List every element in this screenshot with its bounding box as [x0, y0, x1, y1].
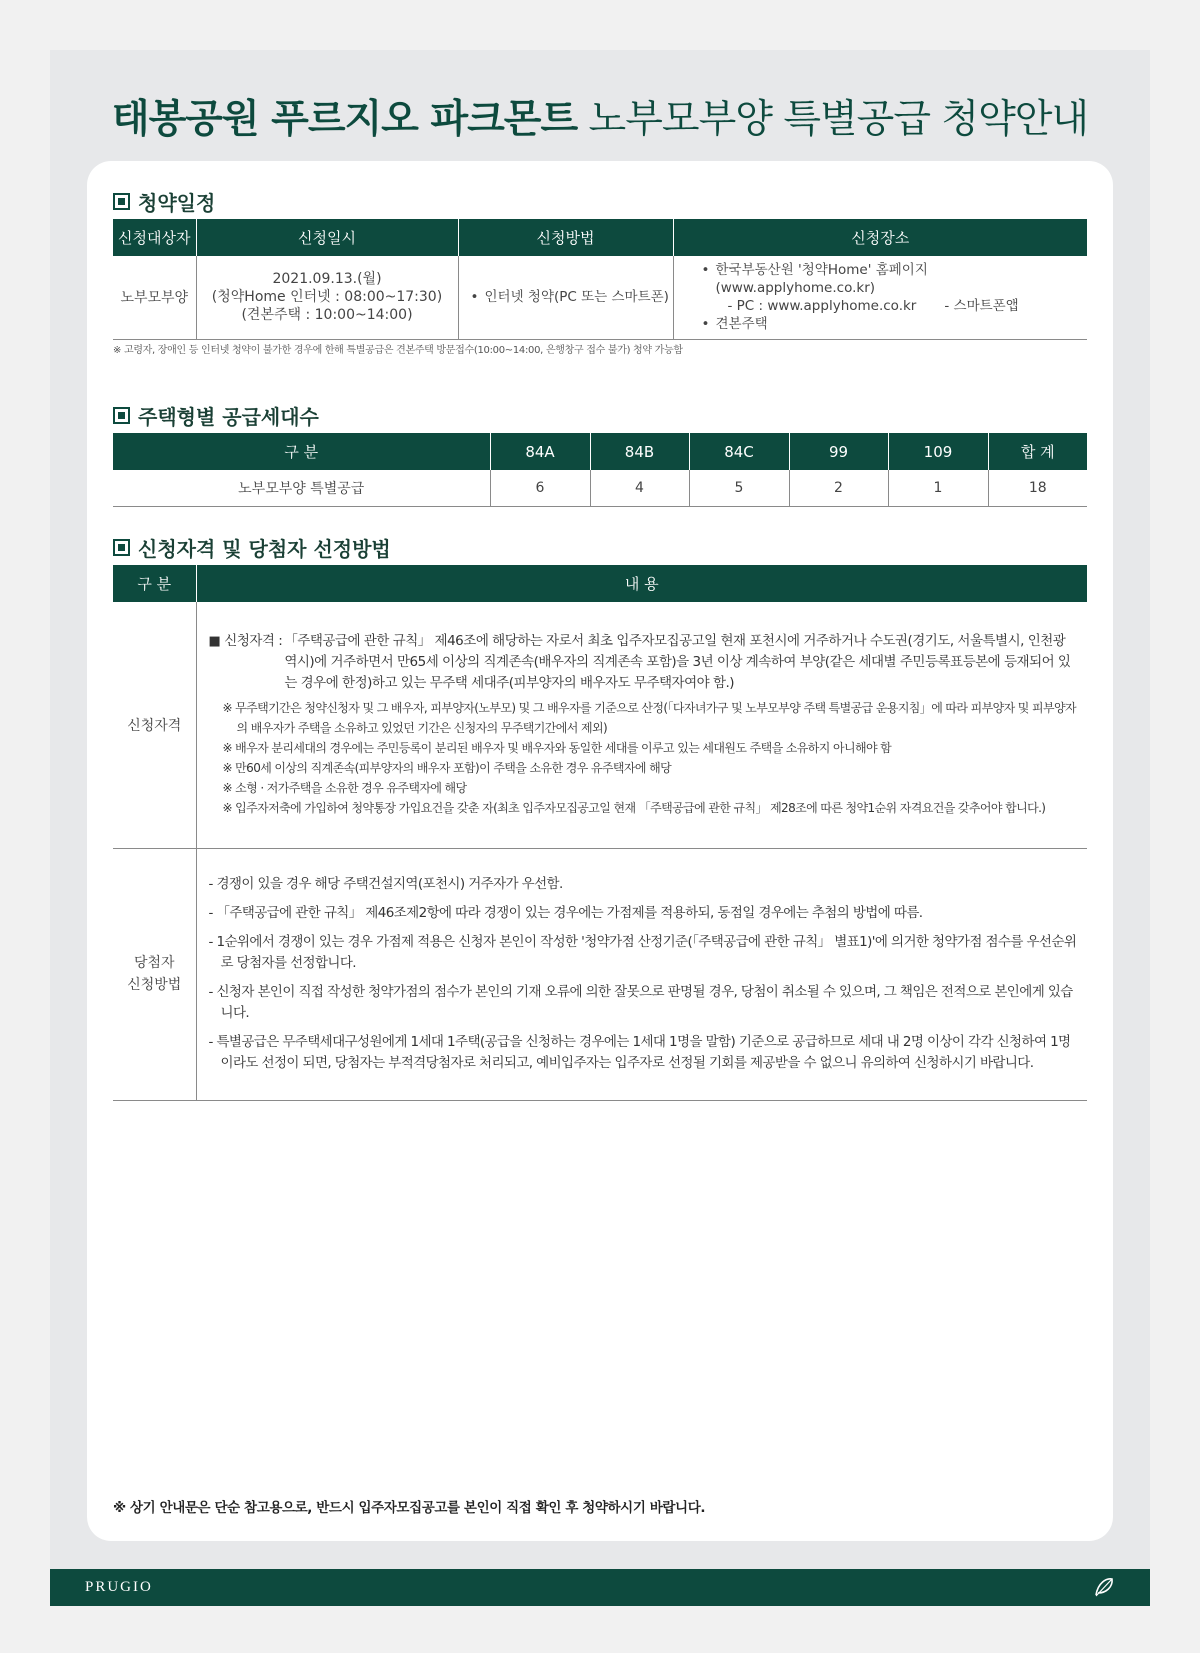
schedule-date: 2021.09.13.(월) (청약Home 인터넷 : 08:00~17:30) (견본주택 : 10:00~14:00) [196, 256, 458, 339]
square-bullet-icon [113, 539, 130, 556]
winner-item: - 1순위에서 경쟁이 있는 경우 가점제 적용은 신청자 본인이 작성한 '청약가점 산정기준(「주택공급에 관한 규칙」 별표1)'에 의거한 청약가점 점수를 우선순위로 당첨자를 선정합니다. [208, 934, 1077, 971]
qualification-header: 내 용 [196, 565, 1087, 602]
schedule-table [113, 219, 1087, 340]
section-heading-qualification: 신청자격 및 당첨자 선정방법 [113, 533, 391, 562]
page-title [50, 88, 1150, 144]
supply-cell: 2 [789, 470, 888, 506]
title-normal: 노부모부양 특별공급 청약안내 [588, 97, 1089, 142]
supply-cell: 노부모부양 특별공급 [113, 470, 490, 506]
title-bold: 태봉공원 푸르지오 파크몬트 [111, 97, 578, 142]
winner-content [196, 848, 1087, 1100]
winner-item: - 「주택공급에 관한 규칙」 제46조제2항에 따라 경쟁이 있는 경우에는 가점제를 적용하되, 동점일 경우에는 추첨의 방법에 따름. [208, 905, 923, 921]
qualification-note: ※ 입주자저축에 가입하여 청약통장 가입요건을 갖춘 자(최초 입주자모집공고일 현재 「주택공급에 관한 규칙」 제28조에 따른 청약1순위 자격요건을 갖추어야 합니다.) [222, 801, 1046, 816]
square-bullet-icon [113, 407, 130, 424]
qualification-label: 신청자격 [113, 602, 196, 848]
prugio-leaf-icon [1090, 1573, 1118, 1601]
qualification-note: ※ 소형 · 저가주택을 소유한 경우 유주택자에 해당 [222, 781, 467, 796]
supply-header: 구 분 [113, 433, 490, 470]
section-heading-supply: 주택형별 공급세대수 [113, 401, 319, 430]
supply-header: 99 [789, 433, 888, 470]
supply-cell: 18 [988, 470, 1087, 506]
supply-header: 84A [490, 433, 590, 470]
supply-header: 84B [590, 433, 689, 470]
schedule-target: 노부모부양 [113, 256, 196, 339]
bottom-note: ※ 상기 안내문은 단순 참고용으로, 반드시 입주자모집공고를 본인이 직접 확인 후 청약하시기 바랍니다. [113, 1500, 706, 1516]
content-card [87, 161, 1113, 1541]
section-heading-schedule: 청약일정 [113, 187, 215, 216]
supply-cell: 5 [689, 470, 789, 506]
supply-header: 합 계 [988, 433, 1087, 470]
schedule-header: 신청장소 [673, 219, 1087, 256]
winner-item: - 특별공급은 무주택세대구성원에게 1세대 1주택(공급을 신청하는 경우에는 1세대 1명을 말함) 기준으로 공급하므로 세대 내 2명 이상이 각각 신청하여 1명이라도 선정이 되면, 당첨자는 부적격당첨자로 처리되고, 예비입주자는 입주자로 선정될 기회를 제공받을 수 없으니 유의하여 신청하시기 바랍니다. [208, 1034, 1071, 1071]
schedule-header: 신청방법 [458, 219, 673, 256]
qualification-note: ※ 무주택기간은 청약신청자 및 그 배우자, 피부양자(노부모) 및 그 배우자를 기준으로 산정(「다자녀가구 및 노부모부양 주택 특별공급 운용지침」에 따라 피부양자 및 피부양자의 배우자가 주택을 소유하고 있었던 기간은 신청자의 무주택기간에서 제외) [222, 701, 1076, 736]
schedule-place: • 한국부동산원 '청약Home' 홈페이지(www.applyhome.co.kr) - PC : www.applyhome.co.kr - 스마트폰앱 • 견본주택 [673, 256, 1087, 339]
supply-cell: 4 [590, 470, 689, 506]
footer-bar [50, 1569, 1150, 1606]
supply-header: 109 [888, 433, 988, 470]
winner-label: 당첨자 신청방법 [113, 848, 196, 1100]
winner-item: - 경쟁이 있을 경우 해당 주택건설지역(포천시) 거주자가 우선함. [208, 876, 563, 892]
qualification-table [113, 565, 1087, 1101]
schedule-header: 신청일시 [196, 219, 458, 256]
schedule-method: • 인터넷 청약(PC 또는 스마트폰) [458, 256, 673, 339]
qualification-note: ※ 배우자 분리세대의 경우에는 주민등록이 분리된 배우자 및 배우자와 동일한 세대를 이루고 있는 세대원도 주택을 소유하지 아니해야 함 [222, 741, 892, 756]
winner-item: - 신청자 본인이 직접 작성한 청약가점의 점수가 본인의 기재 오류에 의한 잘못으로 판명될 경우, 당첨이 취소될 수 있으며, 그 책임은 전적으로 본인에게 있습니다. [208, 984, 1073, 1021]
prugio-logo: PRUGIO [85, 1579, 153, 1595]
black-square-icon: ■ [208, 634, 221, 650]
supply-cell: 1 [888, 470, 988, 506]
qualification-header: 구 분 [113, 565, 196, 602]
schedule-header: 신청대상자 [113, 219, 196, 256]
schedule-note: ※ 고령자, 장애인 등 인터넷 청약이 불가한 경우에 한해 특별공급은 견본주택 방문접수(10:00~14:00, 은행창구 접수 불가) 청약 가능함 [113, 345, 683, 356]
square-bullet-icon [113, 193, 130, 210]
qualification-note: ※ 만60세 이상의 직계존속(피부양자의 배우자 포함)이 주택을 소유한 경우 유주택자에 해당 [222, 761, 672, 776]
supply-table [113, 433, 1087, 507]
notice-sheet [50, 50, 1150, 1606]
qualification-content: ■ 신청자격 : 「주택공급에 관한 규칙」 제46조에 해당하는 자로서 최초 입주자모집공고일 현재 포천시에 거주하거나 수도권(경기도, 서울특별시, 인천광역시)에 거주하면서 만65세 이상의 직계존속(배우자의 직계존속 포함)을 3년 이상 계속하여 부양(같은 세대별 주민등록표등본에 등재되어 있는 경우에 한정)하고 있는 무주택 세대주(피부양자의 배우자도 무주택자여야 함.) ※ 무주택기간은 청약신청자 및 그 배우자, 피부양자(노부모) 및 그 배우자를 기준으로 산정(「다자녀가구 및 노부모부양 주택 특별공급 운용지침」에 따라 피부양자 및 피부양자의 배우자가 주택을 소유하고 있었던 기간은 신청자의 무주택기간에서 제외) ※ 배우자 분리세대의 경우에는 주민등록이 분리된 배우자 및 배우자와 동일한 세대를 이루고 있는 세대원도 주택을 소유하지 아니해야 함 ※ 만60세 이상의 직계존속(피부양자의 배우자 포함)이 주택을 소유한 경우 유주택자에 해당 ※ 소형 · 저가주택을 소유한 경우 유주택자에 해당 ※ 입주자저축에 가입하여 청약통장 가입요건을 갖춘 자(최초 입주자모집공고일 현재 「주택공급에 관한 규칙」 제28조에 따른 청약1순위 자격요건을 갖추어야 합니다.) [196, 602, 1087, 848]
supply-cell: 6 [490, 470, 590, 506]
supply-header: 84C [689, 433, 789, 470]
